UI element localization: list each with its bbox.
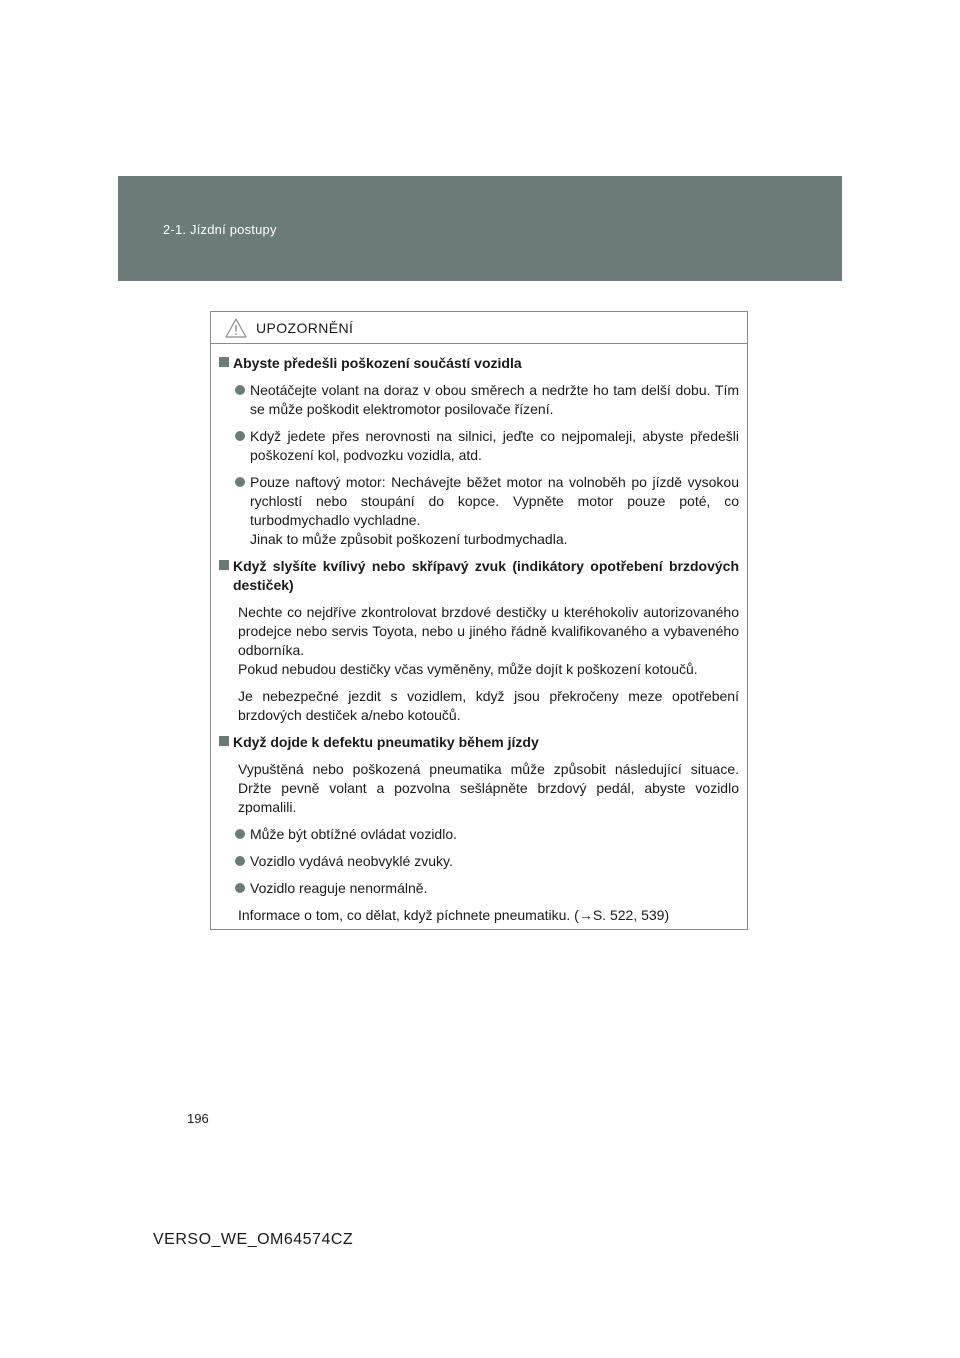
list-item-text: Jinak to může způsobit poškození turbodmychadla. <box>250 531 568 547</box>
paragraph-text: Je nebezpečné jezdit s vozidlem, když jsou překročeny meze opotřebení brzdových destiček a/nebo kotoučů. <box>238 688 739 723</box>
section-heading-text: Když dojde k defektu pneumatiky během jízdy <box>233 734 539 750</box>
list-item <box>219 852 739 871</box>
list-item <box>219 381 739 419</box>
document-code: VERSO_WE_OM64574CZ <box>153 1231 354 1248</box>
round-bullet-icon <box>235 477 245 487</box>
section-heading-text: Abyste předešli poškození součástí vozidla <box>233 355 522 371</box>
section-heading-text: Když slyšíte kvílivý nebo skřípavý zvuk (indikátory opotřebení brzdových destiček) <box>233 558 739 593</box>
warning-box <box>210 311 748 930</box>
list-item <box>219 825 739 844</box>
round-bullet-icon <box>235 829 245 839</box>
list-item <box>219 427 739 465</box>
paragraph-text: Vypuštěná nebo poškozená pneumatika může způsobit následující situace. Držte pevně volant a pozvolna sešlápněte brzdový pedál, abyste vozidlo zpomalili. <box>238 761 739 815</box>
list-item <box>219 879 739 898</box>
page-number: 196 <box>187 1111 209 1126</box>
list-item <box>219 473 739 549</box>
list-item-text: Vozidlo vydává neobvyklé zvuky. <box>250 853 453 869</box>
paragraph-text: Pokud nebudou destičky včas vyměněny, může dojít k poškození kotoučů. <box>238 661 698 677</box>
warning-header <box>211 312 747 344</box>
section-heading <box>219 733 739 752</box>
list-item-text: Pouze naftový motor: Nechávejte běžet motor na volnoběh po jízdě vysokou rychlostí nebo stoupání do kopce. Vypněte motor pouze poté, co turbodmychadlo vychladne. <box>250 474 739 528</box>
paragraph <box>219 603 739 679</box>
list-item-text: Neotáčejte volant na doraz v obou směrech a nedržte ho tam delší dobu. Tím se může poškodit elektromotor posilovače řízení. <box>250 382 739 417</box>
list-item-text: Když jedete přes nerovnosti na silnici, jeďte co nejpomaleji, abyste předešli poškození kol, podvozku vozidla, atd. <box>250 428 739 463</box>
round-bullet-icon <box>235 431 245 441</box>
square-bullet-icon <box>219 736 229 746</box>
header-band <box>118 176 842 281</box>
square-bullet-icon <box>219 560 229 570</box>
warning-title: UPOZORNĚNÍ <box>256 319 354 336</box>
paragraph-text: Informace o tom, co dělat, když píchnete pneumatiku. (→S. 522, 539) <box>238 907 670 923</box>
list-item-text: Může být obtížné ovládat vozidlo. <box>250 826 458 842</box>
round-bullet-icon <box>235 856 245 866</box>
warning-body <box>211 344 747 925</box>
square-bullet-icon <box>219 357 229 367</box>
section-heading <box>219 354 739 373</box>
section-title: 2-1. Jízdní postupy <box>163 222 277 237</box>
warning-triangle-icon <box>225 318 247 338</box>
paragraph <box>219 760 739 817</box>
round-bullet-icon <box>235 385 245 395</box>
paragraph <box>219 906 739 925</box>
round-bullet-icon <box>235 883 245 893</box>
section-heading <box>219 557 739 595</box>
paragraph-text: Nechte co nejdříve zkontrolovat brzdové destičky u kteréhokoliv autorizovaného prodejce nebo servis Toyota, nebo u jiného řádně kvalifikovaného a vybaveného odborníka. <box>238 604 739 658</box>
list-item-text: Vozidlo reaguje nenormálně. <box>250 880 428 896</box>
paragraph <box>219 687 739 725</box>
